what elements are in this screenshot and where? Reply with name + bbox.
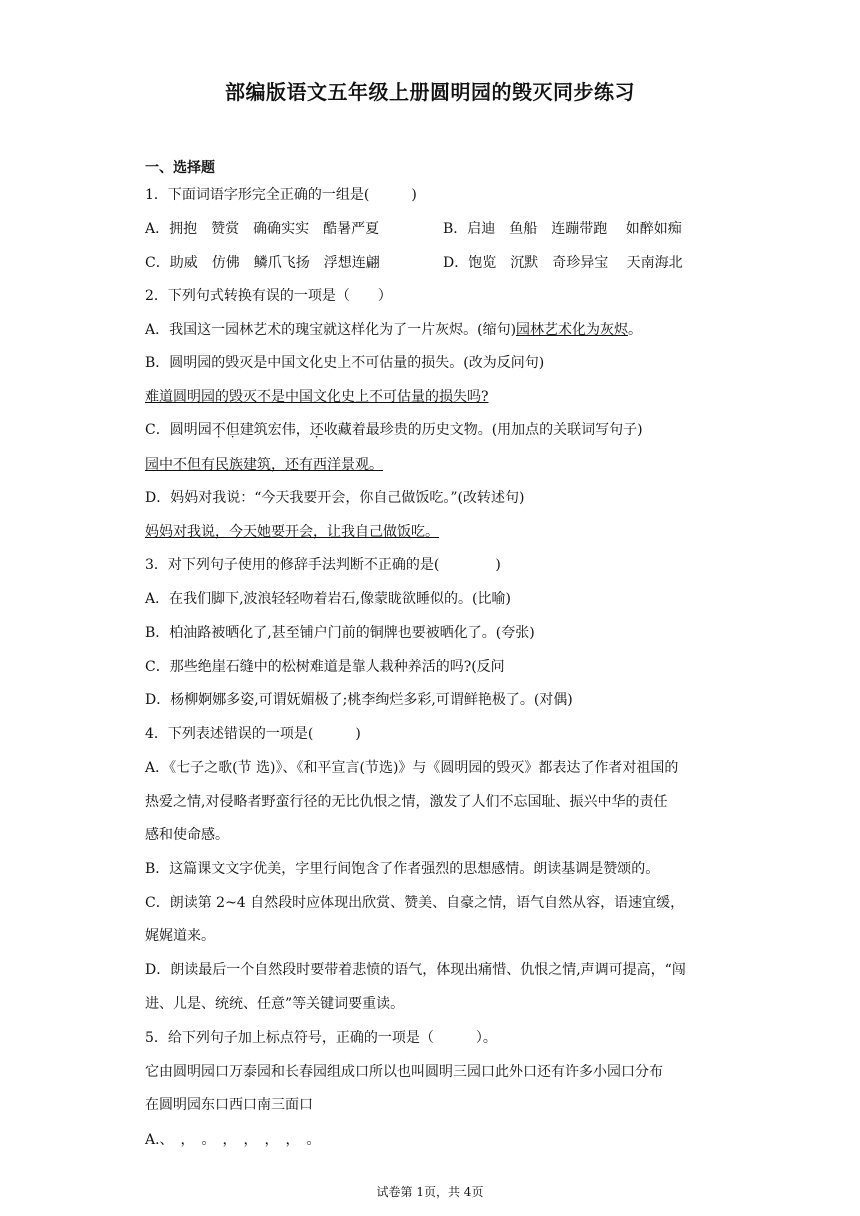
question-2-option-a-end: 。 xyxy=(628,322,643,338)
question-2-option-d-answer: 妈妈对我说，今天她要开会，让我自己做饭吃。 xyxy=(145,524,439,540)
dotted-word-dan: 但 xyxy=(225,422,240,438)
question-2-option-a-answer: 园林艺术化为灰烬 xyxy=(516,322,629,338)
question-1-option-a: A．拥抱 赞赏 确确实实 酷暑严夏 xyxy=(145,221,380,237)
question-2-option-c-post: 收藏着最珍贵的历史文物。(用加点的关联词写句子) xyxy=(323,422,643,438)
question-2-option-d: D．妈妈对我说：“今天我要开会，你自己做饭吃。”(改转述句) xyxy=(145,490,525,506)
question-4-option-d-line-1: D．朗读最后一个自然段时要带着悲愤的语气，体现出痛惜、仇恨之情,声调可提高，“闯 xyxy=(145,962,686,978)
page-footer: 试卷第 1页，共 4页 xyxy=(376,1185,484,1199)
question-2-option-b-answer: 难道圆明园的毁灭不是中国文化史上不可估量的损失吗? xyxy=(145,389,489,405)
dotted-word-hai: 还 xyxy=(309,422,324,438)
question-2-option-b: B．圆明园的毁灭是中国文化史上不可估量的损失。(改为反问句) xyxy=(145,355,545,371)
question-4-stem: 4．下列表述错误的一项是( ) xyxy=(145,726,361,742)
question-2-option-c xyxy=(145,420,643,440)
question-3-option-a: A．在我们脚下,波浪轻轻吻着岩石,像蒙眬欲睡似的。(比喻) xyxy=(145,591,511,607)
question-2-option-a-text: A．我国这一园林艺术的瑰宝就这样化为了一片灰烬。(缩句) xyxy=(145,322,517,338)
question-1-option-b: B．启迪 鱼船 连蹦带跑 如醉如痴 xyxy=(443,221,682,237)
question-3-option-d: D．杨柳婀娜多姿,可谓妩媚极了;桃李绚烂多彩,可谓鲜艳极了。(对偶) xyxy=(145,692,573,708)
question-2-option-c-mid: 建筑宏伟， xyxy=(239,422,310,438)
question-4-option-d-line-2: 进、儿是、统统、任意”等关键词要重读。 xyxy=(145,996,405,1012)
question-3-option-b: B．柏油路被晒化了,甚至铺户门前的铜牌也要被晒化了。(夸张) xyxy=(145,625,535,641)
question-4-option-c-line-1: C．朗读第 2~4 自然段时应体现出欣赏、赞美、自豪之情，语气自然从容，语速宜缓， xyxy=(145,895,685,911)
question-1-option-c: C．助威 仿佛 鳞爪飞扬 浮想连翩 xyxy=(145,255,380,271)
question-1-option-d: D．饱览 沉默 奇珍异宝 天南海北 xyxy=(443,255,683,271)
question-3-stem: 3．对下列句子使用的修辞手法判断不正确的是( ) xyxy=(145,557,501,573)
question-4-option-c-line-2: 娓娓道来。 xyxy=(145,928,215,944)
question-5-option-a: A.、 ， 。 ， ， ， ， 。 xyxy=(145,1132,321,1148)
question-2-option-c-answer: 园中不但有民族建筑，还有西洋景观。 xyxy=(145,457,383,473)
question-3-option-c: C．那些绝崖石缝中的松树难道是靠人栽种养活的吗?(反问 xyxy=(145,659,505,675)
question-5-sentence-line-2: 在圆明园东口西口南三面口 xyxy=(145,1097,313,1113)
section-heading: 一、选择题 xyxy=(145,160,215,176)
question-2-stem: 2．下列句式转换有误的一项是（ ） xyxy=(145,288,392,304)
question-4-option-a-line-1: A．《七子之歌(节 选)》、《和平宣言(节选)》与《圆明园的毁灭》都表达了作者对祖国的 xyxy=(145,760,679,776)
question-4-option-a-line-2: 热爱之情,对侵略者野蛮行径的无比仇恨之情，激发了人们不忘国耻、振兴中华的责任 xyxy=(145,794,668,810)
dotted-word-bu: 不 xyxy=(211,422,226,438)
page-title: 部编版语文五年级上册圆明园的毁灭同步练习 xyxy=(225,80,635,104)
question-2-option-a xyxy=(145,320,642,340)
question-5-stem: 5．给下列句子加上标点符号，正确的一项是（ ）。 xyxy=(145,1030,497,1046)
question-4-option-b: B．这篇课文文字优美，字里行间饱含了作者强烈的思想感情。朗读基调是赞颂的。 xyxy=(145,861,660,877)
question-2-option-c-text: C．圆明园 xyxy=(145,422,212,438)
question-1-stem: 1．下面词语字形完全正确的一组是( ) xyxy=(145,187,417,203)
question-5-sentence-line-1: 它由圆明园口万泰园和长春园组成口所以也叫圆明三园口此外口还有许多小园口分布 xyxy=(145,1064,663,1080)
question-4-option-a-line-3: 感和使命感。 xyxy=(145,827,229,843)
